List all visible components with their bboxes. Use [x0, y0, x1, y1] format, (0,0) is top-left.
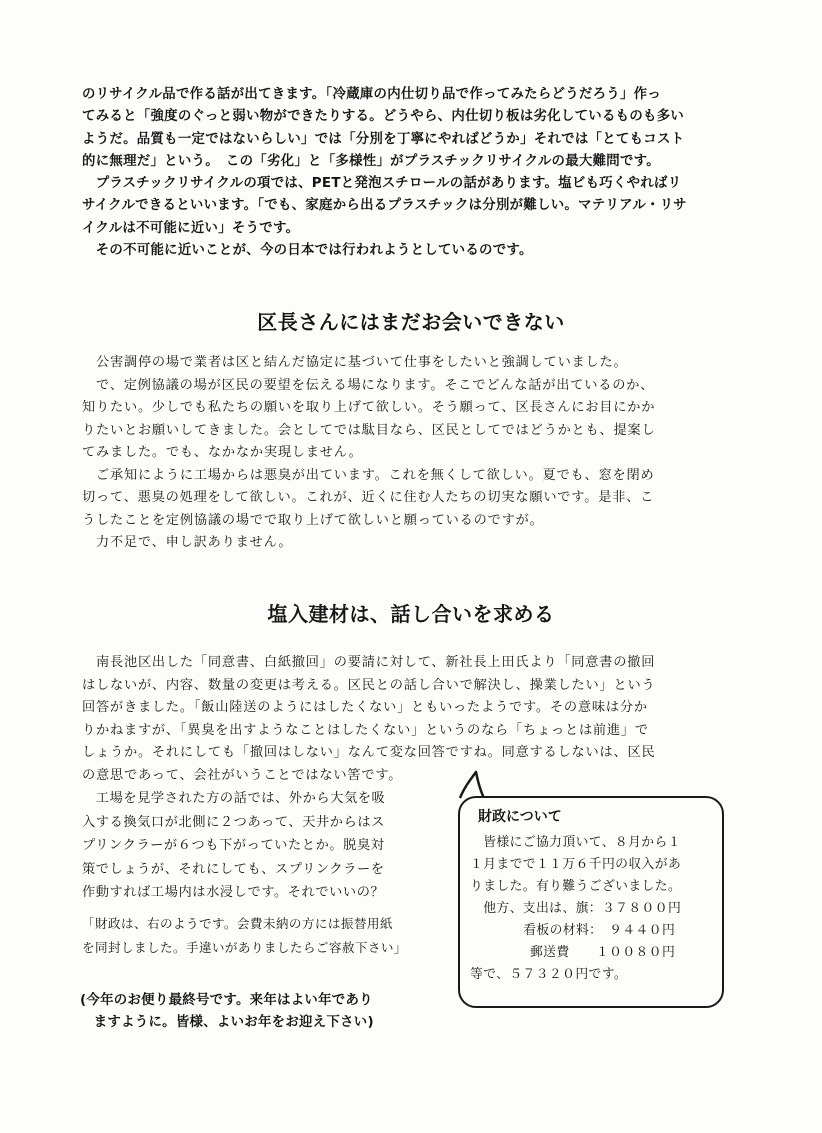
finance-box-line: 等で、５７３２０円です。: [470, 967, 628, 982]
finance-box-line: りました。有り難うございました。: [470, 879, 682, 894]
finance-box-line: 皆様にご協力頂いて、８月から１: [470, 835, 681, 850]
factory-visit-line: プリンクラーが６つも下がっていたとか。脱臭対: [82, 838, 385, 853]
section1-line: 知りたい。少しでも私たちの願いを取り上げて欲しい。そう願って、区長さんにお目にかか: [82, 400, 656, 415]
section1-line: うしたことを定例協議の場でで取り上げて欲しいと願っているのですが。: [82, 512, 544, 528]
finance-box-line: 看板の材料： ９４４０円: [523, 923, 676, 938]
finance-box-line: 郵送費 １００８０円: [529, 945, 676, 960]
finance-box: [458, 796, 724, 1008]
intro-line: ようだ。品質も一定ではないらしい」では「分別を丁寧にやればどうか」それでは「とてもコスト: [82, 131, 685, 147]
section2-paragraph: [82, 652, 655, 788]
closing-line: (今年のお便り最終号です。来年はよい年であり: [80, 993, 373, 1008]
section-heading-shioiri: 塩入建材は、話し合いを求める: [267, 602, 555, 626]
factory-visit-line: 工場を見学された方の話では、外から大気を吸: [82, 791, 386, 806]
factory-visit-line: 作動すれば工場内は水浸しです。それでいいの？: [82, 885, 385, 900]
finance-box-title: 財政について: [478, 809, 562, 825]
section2-line: 回答がきました。「飯山陸送のようにはしたくない」ともいったようです。その意味は分か: [82, 700, 648, 716]
section1-line: ご承知にように工場からは悪臭が出ています。これを無くして欲しい。夏でも、窓を閉め: [82, 467, 655, 483]
factory-visit-line: 策でしょうが、それにしても、スプリンクラーを: [82, 861, 385, 877]
intro-line: のリサイクル品で作る話が出てきます。「冷蔵庫の内仕切り品で作ってみたらどうだろう」作っ: [82, 87, 662, 102]
section1-line: てみました。でも、なかなか実現しません。: [82, 445, 363, 460]
section2-line: しょうか。それにしても「撤回はしない」なんて変な回答ですね。同意するしないは、区民: [82, 745, 656, 761]
finance-note-line: 「財政は、右のようです。会費未納の方には振替用紙: [82, 916, 393, 931]
section2-line: 南長池区出した「同意書、白紙撤回」の要請に対して、新社長上田氏より「同意書の撤回: [82, 655, 656, 670]
factory-visit-paragraph: [82, 787, 385, 905]
intro-line: てみると「強度のぐっと弱い物ができたりする。どうやら、内仕切り板は劣化しているものも多い: [82, 109, 685, 125]
section1-line: 切って、悪臭の処理をして欲しい。これが、近くに住む人たちの切実な願いです。是非、こ: [82, 490, 655, 505]
section2-line: はしないが、内容、数量の変更は考える。区民との話し合いで解決し、操業したい」という: [82, 677, 656, 693]
section1-paragraph: [82, 352, 655, 555]
section1-line: 公害調停の場で業者は区と結んだ協定に基づいて仕事をしたいと強調していました。: [82, 355, 628, 370]
finance-box-line: １月までで１１万６千円の収入があ: [470, 857, 682, 872]
section2-line: の意思であって、会社がいうことではない筈です。: [82, 767, 403, 783]
finance-note-line: を同封しました。手違いがありましたらご容赦下さい」: [82, 940, 407, 955]
section1-line: りたいとお願いしてきました。会としてでは駄目なら、区民としてではどうかとも、提案し: [82, 422, 656, 438]
intro-line: 的に無理だ」という。 この「劣化」と「多様性」がプラスチックリサイクルの最大難問です。: [82, 153, 660, 169]
closing-line: ますように。皆様、よいお年をお迎え下さい): [80, 1015, 374, 1030]
section2-line: りかねますが、「異臭を出すようなことはしたくない」というのなら「ちょっとは前進」で: [82, 722, 649, 738]
factory-visit-line: 入する換気口が北側に２つあって、天井からはス: [82, 814, 385, 830]
finance-note: [82, 912, 407, 960]
closing-note: [80, 990, 374, 1034]
section-heading-ward-mayor: 区長さんにはまだお会いできない: [257, 310, 565, 334]
intro-line: その不可能に近いことが、今の日本では行われようとしているのです。: [82, 243, 533, 259]
finance-box-line: 他方、支出は、旗：３７８００円: [470, 901, 682, 916]
intro-line: プラスチックリサイクルの項では、PETと発泡スチロールの話があります。塩ビも巧くやればリ: [82, 176, 682, 192]
section1-line: で、定例協議の場が区民の要望を伝える場になります。そこでどんな話が出ているのか、: [82, 377, 655, 393]
finance-box-body: [470, 832, 681, 986]
intro-line: サイクルできるといいます。「でも、家庭から出るプラスチックは分別が難しい。マテリアル・リサ: [82, 198, 687, 214]
intro-line: イクルは不可能に近い」そうです。: [82, 220, 300, 236]
intro-paragraph: [82, 84, 687, 262]
section1-line: 力不足で、申し訳ありません。: [82, 535, 293, 550]
